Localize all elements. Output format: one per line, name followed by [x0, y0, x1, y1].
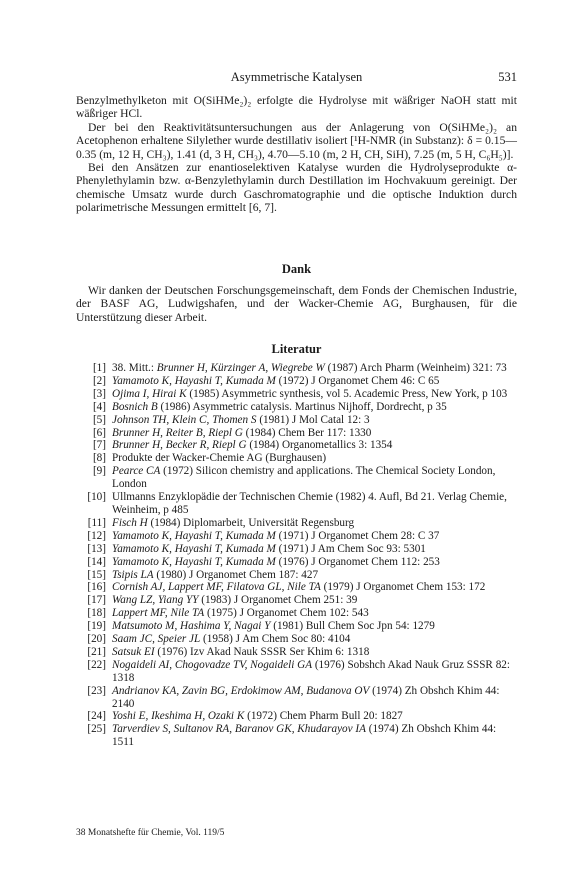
reference-number: [24]	[87, 710, 106, 723]
acknowledgement-text: Wir danken der Deutschen Forschungsgemeinschaft, dem Fonds der Chemischen Industrie, der BASF AG, Ludwigshafen, und der Wacker-Chemie AG, Burghausen, für die Unterstützung dieser Arbeit.	[76, 284, 517, 324]
reference-item	[76, 556, 517, 569]
reference-source: (1975) J Organomet Chem 102: 543	[204, 607, 369, 620]
reference-authors: Saam JC, Speier JL	[112, 633, 201, 646]
reference-number: [19]	[87, 620, 106, 633]
reference-item	[76, 375, 517, 388]
reference-item	[76, 543, 517, 556]
reference-number: [3]	[92, 387, 106, 400]
reference-number: [9]	[92, 465, 106, 478]
reference-source: (1984) Chem Ber 117: 1330	[242, 426, 372, 439]
reference-authors: Yoshi E, Ikeshima H, Ozaki K	[112, 710, 245, 723]
reference-item	[76, 414, 517, 427]
reference-item	[76, 491, 517, 517]
reference-number: [20]	[87, 633, 106, 646]
reference-number: [16]	[87, 581, 106, 594]
reference-number: [8]	[92, 452, 106, 465]
reference-source: (1981) Bull Chem Soc Jpn 54: 1279	[270, 620, 435, 633]
reference-item	[76, 607, 517, 620]
reference-number: [2]	[92, 374, 106, 387]
reference-authors: Pearce CA	[112, 465, 161, 478]
paragraph: Bei den Ansätzen zur enantioselektiven Katalyse wurden die Hydrolyseprodukte α-Phenylethylamin bzw. α-Benzylethylamin durch Destillation im Hochvakuum gereinigt. Der chemische Umsatz wurde durch Gaschromatographie und die optische Induktion durch polarimetrische Messungen ermittelt [6, 7].	[76, 161, 517, 215]
reference-authors: Bosnich B	[112, 400, 158, 413]
reference-item	[76, 439, 517, 452]
reference-authors: Brunner H, Kürzinger A, Wiegrebe W	[156, 362, 325, 374]
paragraph: Der bei den Reaktivitätsuntersuchungen aus der Anlagerung von O(SiHMe₂)₂ an Acetophenon erhaltene Silylether wurde destillativ isoliert [¹H-NMR (in Substanz): δ = 0.15—0.35 (m, 12 H, CH₃), 1.41 (d, 3 H, CH₃), 4.70—5.10 (m, 2 H, CH, SiH), 7.25 (m, 5 H, C₆H₅)].	[76, 120, 517, 161]
reference-number: [11]	[87, 516, 106, 529]
reference-authors: Brunner H, Becker R, Riepl G	[112, 439, 247, 452]
reference-item	[76, 569, 517, 582]
reference-item	[76, 362, 517, 375]
reference-authors: Lappert MF, Nile TA	[112, 607, 205, 620]
reference-number: [17]	[87, 594, 106, 607]
reference-item	[76, 710, 517, 723]
reference-authors: Johnson TH, Klein C, Thomen S	[112, 413, 257, 426]
reference-item	[76, 388, 517, 401]
reference-item	[76, 685, 517, 711]
reference-authors: Matsumoto M, Hashima Y, Nagai Y	[112, 620, 271, 633]
reference-source: (1984) Organometallics 3: 1354	[246, 439, 393, 452]
reference-authors: Satsuk EI	[112, 645, 155, 658]
reference-source: (1981) J Mol Catal 12: 3	[256, 413, 370, 426]
reference-item	[76, 723, 517, 749]
reference-source: (1958) J Am Chem Soc 80: 4104	[200, 633, 351, 646]
reference-authors: Cornish AJ, Lappert MF, Filatova GL, Nile TA	[112, 581, 321, 594]
reference-number: [4]	[92, 400, 106, 413]
reference-number: [13]	[87, 542, 106, 555]
reference-authors: Ojima I, Hirai K	[112, 387, 187, 400]
reference-authors: Yamamoto K, Hayashi T, Kumada M	[112, 555, 276, 568]
reference-item	[76, 427, 517, 440]
reference-number: [18]	[87, 607, 106, 620]
running-title: Asymmetrische Katalysen	[230, 70, 363, 84]
reference-source: (1972) J Organomet Chem 46: C 65	[275, 374, 440, 387]
reference-item	[76, 530, 517, 543]
reference-item	[76, 646, 517, 659]
reference-number: [1]	[92, 362, 106, 374]
reference-source: (1972) Chem Pharm Bull 20: 1827	[244, 710, 403, 723]
reference-item	[76, 517, 517, 530]
reference-source: (1976) Sobshch Akad Nauk Gruz SSSR 82: 1318	[112, 658, 510, 684]
reference-item	[76, 633, 517, 646]
reference-source: (1986) Asymmetric catalysis. Martinus Nijhoff, Dordrecht, p 35	[157, 400, 447, 413]
reference-source: (1971) J Am Chem Soc 93: 5301	[275, 542, 426, 555]
reference-authors: Andrianov KA, Zavin BG, Erdokimow AM, Budanova OV	[112, 684, 370, 697]
running-header	[76, 70, 517, 86]
reference-number: [6]	[92, 426, 106, 439]
reference-item	[76, 465, 517, 491]
reference-item	[76, 581, 517, 594]
reference-item	[76, 620, 517, 633]
reference-source: (1979) J Organomet Chem 153: 172	[320, 581, 486, 594]
reference-source: (1980) J Organomet Chem 187: 427	[153, 568, 319, 581]
reference-source: (1984) Diplomarbeit, Universität Regensburg	[147, 516, 355, 529]
references-heading: Literatur	[271, 342, 322, 356]
reference-item	[76, 452, 517, 465]
reference-source: (1971) J Organomet Chem 28: C 37	[275, 529, 440, 542]
reference-source: (1972) Silicon chemistry and applications. The Chemical Society London, London	[112, 465, 496, 491]
paragraph: Benzylmethylketon mit O(SiHMe₂)₂ erfolgte die Hydrolyse mit wäßriger NaOH statt mit wäßriger HCl.	[76, 94, 517, 121]
reference-authors: Yamamoto K, Hayashi T, Kumada M	[112, 542, 276, 555]
reference-source: (1976) J Organomet Chem 112: 253	[275, 555, 440, 568]
reference-authors: Fisch H	[112, 516, 148, 529]
reference-item	[76, 401, 517, 414]
reference-number: [7]	[92, 439, 106, 452]
reference-prefix: 38. Mitt.:	[112, 362, 157, 374]
reference-authors: Yamamoto K, Hayashi T, Kumada M	[112, 529, 276, 542]
reference-item	[76, 594, 517, 607]
reference-prefix: Ullmanns Enzyklopädie der Technischen Chemie (1982) 4. Aufl, Bd 21. Verlag Chemie, Weinheim, p 485	[112, 491, 507, 516]
reference-source: (1985) Asymmetric synthesis, vol 5. Academic Press, New York, p 103	[186, 387, 508, 400]
reference-authors: Yamamoto K, Hayashi T, Kumada M	[112, 374, 276, 387]
reference-authors: Tsipis LA	[112, 568, 154, 581]
reference-source: (1974) Zh Obshch Khim 44: 2140	[112, 684, 500, 710]
reference-authors: Nogaideli AI, Chogovadze TV, Nogaideli GA	[112, 658, 313, 671]
experimental-text	[76, 94, 517, 215]
reference-source: (1976) Izv Akad Nauk SSSR Ser Khim 6: 1318	[154, 645, 370, 658]
reference-number: [14]	[87, 555, 106, 568]
reference-number: [22]	[87, 658, 106, 671]
reference-authors: Brunner H, Reiter B, Riepl G	[112, 426, 243, 439]
reference-number: [10]	[87, 491, 106, 504]
reference-source: (1974) Zh Obshch Khim 44: 1511	[112, 723, 497, 749]
acknowledgement-heading: Dank	[281, 262, 312, 276]
reference-list	[76, 362, 517, 749]
page-number: 531	[498, 70, 517, 84]
reference-number: [25]	[87, 723, 106, 736]
reference-number: [23]	[87, 684, 106, 697]
reference-prefix: Produkte der Wacker-Chemie AG (Burghausen)	[112, 452, 327, 465]
reference-authors: Tarverdiev S, Sultanov RA, Baranov GK, Khudarayov IA	[112, 723, 366, 736]
reference-authors: Wang LZ, Yiang YY	[112, 594, 199, 607]
footer-note: 38 Monatshefte für Chemie, Vol. 119/5	[76, 828, 225, 838]
reference-number: [5]	[92, 413, 106, 426]
reference-source: (1987) Arch Pharm (Weinheim) 321: 73	[324, 362, 507, 374]
reference-number: [12]	[87, 529, 106, 542]
reference-number: [21]	[87, 645, 106, 658]
reference-item	[76, 659, 517, 685]
reference-number: [15]	[87, 568, 106, 581]
reference-source: (1983) J Organomet Chem 251: 39	[198, 594, 358, 607]
